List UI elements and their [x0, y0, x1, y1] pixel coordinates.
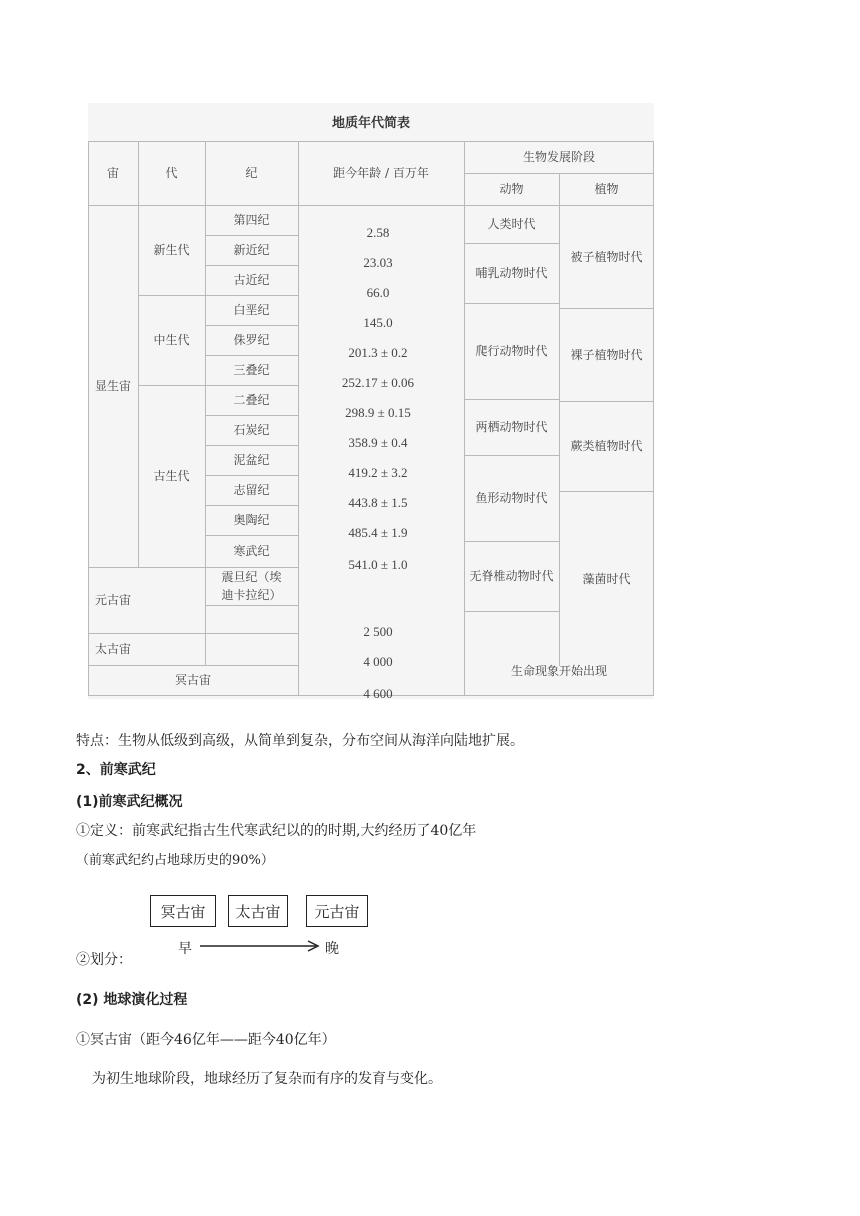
age-value: 2 500 — [363, 624, 393, 639]
proterozoic-box: 元古宙 — [306, 895, 368, 927]
early-label: 早 — [178, 941, 192, 957]
period-permian: 二叠纪 — [233, 393, 270, 407]
eon-phanerozoic: 显生宙 — [94, 379, 131, 393]
period-quaternary: 第四纪 — [233, 213, 270, 227]
plant-angiosperm: 被子植物时代 — [570, 249, 643, 264]
period-triassic: 三叠纪 — [233, 363, 270, 377]
period-cambrian: 寒武纪 — [233, 544, 270, 558]
age-value: 4 600 — [363, 686, 393, 699]
plant-fern: 蕨类植物时代 — [570, 439, 643, 453]
age-value: 485.4 ± 1.9 — [348, 525, 408, 540]
age-value: 66.0 — [366, 285, 390, 300]
age-value: 443.8 ± 1.5 — [348, 495, 408, 510]
header-animal: 动物 — [499, 182, 524, 196]
period-devonian: 泥盆纪 — [233, 453, 270, 467]
period-ordovician: 奥陶纪 — [233, 513, 270, 527]
animal-invertebrate: 无脊椎动物时代 — [469, 569, 554, 583]
life-origin: 生命现象开始出现 — [510, 664, 607, 678]
age-value: 252.17 ± 0.06 — [341, 375, 415, 390]
age-value: 298.9 ± 0.15 — [345, 405, 411, 420]
age-value: 201.3 ± 0.2 — [348, 345, 408, 360]
plant-gymnosperm: 裸子植物时代 — [570, 347, 643, 362]
animal-human: 人类时代 — [487, 217, 536, 231]
age-value: 23.03 — [363, 255, 393, 270]
hadean-box: 冥古宙 — [150, 895, 216, 927]
hadean-description: 为初生地球阶段，地球经历了复杂而有序的发育与变化。 — [92, 1071, 442, 1087]
age-value: 358.9 ± 0.4 — [348, 435, 408, 450]
period-neogene: 新近纪 — [233, 243, 270, 257]
animal-mammal: 哺乳动物时代 — [475, 266, 548, 280]
header-era: 代 — [165, 166, 178, 180]
header-period: 纪 — [245, 166, 258, 180]
eon-proterozoic: 元古宙 — [94, 593, 131, 607]
animal-fish: 鱼形动物时代 — [475, 491, 548, 505]
animal-amphibian: 两栖动物时代 — [475, 420, 548, 434]
subsection-heading-2: (2) 地球演化过程 — [76, 992, 188, 1008]
geological-time-table — [88, 103, 654, 699]
period-jurassic: 侏罗纪 — [233, 333, 270, 347]
period-silurian: 志留纪 — [233, 483, 270, 497]
hadean-heading: ①冥古宙（距今46亿年——距今40亿年） — [76, 1032, 336, 1048]
age-value: 419.2 ± 3.2 — [348, 465, 408, 480]
header-bio-stage: 生物发展阶段 — [522, 150, 595, 164]
age-value: 4 000 — [363, 654, 393, 669]
table-title: 地质年代简表 — [331, 116, 410, 131]
era-cenozoic: 新生代 — [153, 243, 190, 257]
eon-hadean: 冥古宙 — [174, 673, 211, 687]
subsection-heading: (1)前寒武纪概况 — [76, 794, 183, 810]
plant-algae: 藻菌时代 — [582, 571, 631, 586]
definition-text: ①定义：前寒武纪指古生代寒武纪以的的时期,大约经历了40亿年 — [76, 823, 477, 839]
period-paleogene: 古近纪 — [233, 273, 270, 287]
period-ediacaran: 震旦纪（埃 迪卡拉纪） — [221, 570, 282, 602]
period-carboniferous: 石炭纪 — [233, 423, 270, 437]
feature-text: 特点：生物从低级到高级，从简单到复杂，分布空间从海洋向陆地扩展。 — [76, 733, 524, 749]
era-paleozoic: 古生代 — [153, 469, 190, 483]
animal-reptile: 爬行动物时代 — [475, 344, 548, 358]
note-text: （前寒武纪约占地球历史的90%） — [76, 853, 274, 868]
division-label: ②划分： — [76, 952, 132, 968]
section-heading: 2、前寒武纪 — [76, 762, 156, 778]
header-age: 距今年龄 / 百万年 — [333, 166, 429, 180]
archean-box: 太古宙 — [228, 895, 288, 927]
arrow-right-icon — [198, 938, 326, 954]
age-value: 541.0 ± 1.0 — [348, 557, 408, 572]
age-value: 2.58 — [366, 225, 390, 240]
header-plant: 植物 — [594, 182, 619, 196]
late-label: 晚 — [325, 941, 339, 957]
header-eon: 宙 — [106, 166, 119, 180]
age-value: 145.0 — [363, 315, 393, 330]
era-mesozoic: 中生代 — [153, 333, 190, 347]
period-cretaceous: 白垩纪 — [233, 303, 270, 317]
eon-archean: 太古宙 — [94, 642, 131, 656]
